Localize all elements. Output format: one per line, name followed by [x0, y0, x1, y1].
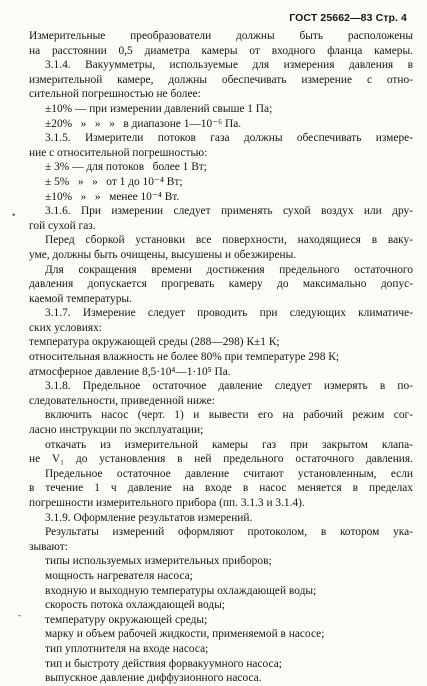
scan-speck: ‐: [18, 610, 21, 620]
text-line: ние с относительной погрешностью:: [29, 146, 208, 159]
text-line: ±10% » » менее 10⁻⁴ Вт.: [45, 190, 180, 203]
text-line: ских условиях:: [29, 321, 102, 334]
text-line: относительная влажность не более 80% при температуре 298 К;: [29, 351, 339, 364]
scan-speck: •: [12, 210, 16, 220]
text-line: типы используемых измерительных приборов;: [45, 555, 272, 568]
text-line: тип и быстроту действия форвакуумного насоса;: [45, 657, 282, 670]
text-line: 3.1.4. Вакуумметры, используемые для измерения давления в: [45, 59, 413, 72]
text-line: сительной погрешностью не более:: [29, 88, 201, 101]
text-line: выпускное давление диффузионного насоса.: [45, 672, 262, 685]
text-line: ± 5% » » от 1 до 10⁻⁴ Вт;: [45, 175, 183, 188]
text-line: 3.1.5. Измерители потоков газа должны обеспечивать измере-: [45, 132, 413, 145]
text-line: мощность нагревателя насоса;: [45, 569, 193, 582]
text-line: 3.1.8. Предельное остаточное давление следует измерять в по-: [45, 380, 413, 393]
text-line: каемой температуры.: [29, 292, 132, 305]
text-line: тип уплотнителя на входе насоса;: [45, 642, 209, 655]
text-line: входную и выходную температуры охлаждающей воды;: [45, 584, 317, 597]
text-line: 3.1.9. Оформление результатов измерений.: [45, 511, 253, 524]
text-line: 3.1.7. Измерение следует проводить при следующих климатиче-: [45, 307, 413, 320]
text-line: ±10% — при измерении давлений свыше 1 Па;: [45, 102, 273, 115]
text-line: марку и объем рабочей жидкости, применяемой в насосе;: [45, 628, 325, 641]
text-line: атмосферное давление 8,5·10⁴—1·10⁵ Па.: [29, 365, 231, 378]
text-line: включить насос (черт. 1) и вывести его на рабочий режим сог-: [45, 409, 413, 422]
text-line: Для сокращения времени достижения предельного остаточного: [45, 263, 413, 276]
text-line: ласно инструкции по эксплуатации;: [29, 424, 204, 437]
text-line: 3.1.6. При измерении следует применять сухой воздух или дру-: [45, 205, 413, 218]
text-line: скорость потока охлаждающей воды;: [45, 599, 226, 612]
text-line: Результаты измерений оформляют протоколом, в котором ука-: [45, 526, 413, 539]
text-line: уме, должны быть очищены, высушены и обезжирены.: [29, 248, 297, 261]
text-line: давления допускается прогревать камеру до максимально допус-: [29, 278, 413, 291]
text-line: ±20% » » » в диапазоне 1—10⁻⁶ Па.: [45, 117, 242, 130]
text-line: Измерительные преобразователи должны быть расположены: [29, 30, 413, 42]
text-line: измерительной камере, должны обеспечивать измерение с отно-: [29, 73, 413, 86]
text-line: ± 3% — для потоков более 1 Вт;: [45, 161, 207, 174]
text-line: на расстоянии 0,5 диаметра камеры от входного фланца камеры.: [29, 44, 413, 57]
text-line: температура окружающей среды (288—298) К±1 К;: [29, 336, 280, 349]
text-line: гой сухой газ.: [29, 219, 96, 232]
text-line: откачать из измерительной камеры газ при закрытом клапа-: [45, 438, 413, 451]
page-header: ГОСТ 25662—83 Стр. 4: [289, 12, 407, 24]
text-line: следовательности, приведенной ниже:: [29, 394, 215, 407]
text-line: Перед сборкой установки все поверхности, находящиеся в ваку-: [45, 234, 413, 247]
text-line: погрешности измерительного прибора (пп. 3.1.3 и 3.1.4).: [29, 497, 305, 509]
text-line: не V₁ до установления в ней предельного остаточного давления.: [29, 453, 413, 466]
text-line: температуру окружающей среды;: [45, 613, 208, 626]
text-line: Предельное остаточное давление считают установленным, если: [45, 467, 413, 480]
text-line: в течение 1 ч давление на входе в насос меняется в пределах: [29, 482, 413, 495]
text-line: зывают:: [29, 540, 68, 553]
document-body: [29, 29, 413, 686]
